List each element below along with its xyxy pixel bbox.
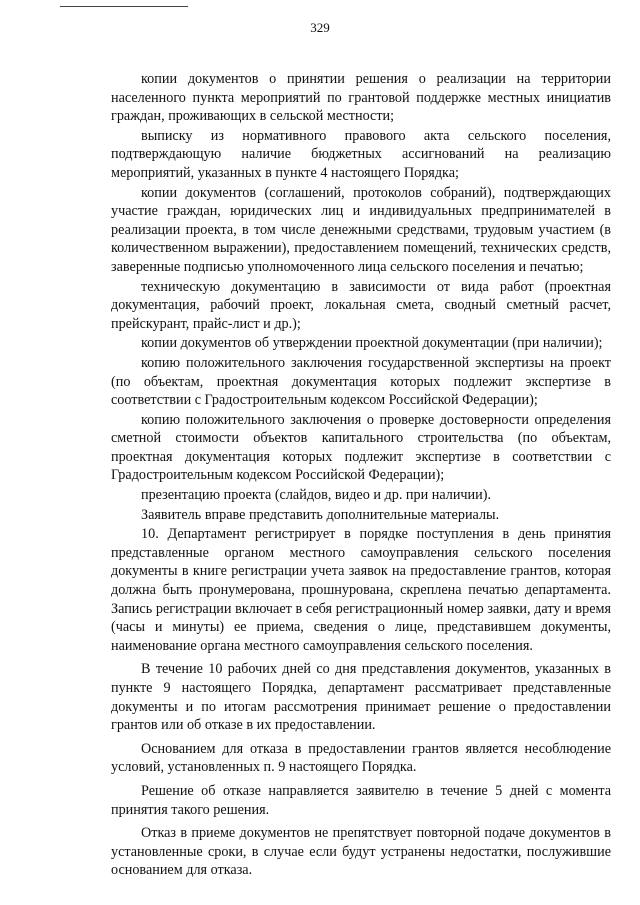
- paragraph: презентацию проекта (слайдов, видео и др. при наличии).: [141, 487, 492, 504]
- paragraph: копии документов (соглашений, протоколов собраний), подтверждающих участие граждан, юридических лиц и индивидуальных предпринимателей в реализации проекта, в том числе денежными средствами, трудовым участием (в количественном выражении), предоставлением помещений, технических средств, заверенные подписью уполномоченного лица сельского поселения и печатью;: [111, 184, 611, 275]
- paragraph: В течение 10 рабочих дней со дня представления документов, указанных в пункте 9 настоящего Порядка, департамент рассматривает представленные документы и по итогам рассмотрения принимает решение о предоставлении грантов или об отказе в их предоставлении.: [111, 661, 611, 734]
- paragraph: копии документов об утверждении проектной документации (при наличии);: [141, 335, 603, 352]
- paragraph: выписку из нормативного правового акта сельского поселения, подтверждающую наличие бюджетных ассигнований на реализацию мероприятий, указанных в пункте 4 настоящего Порядка;: [111, 127, 611, 181]
- page-number: 329: [310, 20, 330, 35]
- paragraph: Основанием для отказа в предоставлении грантов является несоблюдение условий, установленных п. 9 настоящего Порядка.: [111, 740, 611, 776]
- paragraph: копии документов о принятии решения о реализации на территории населенного пункта мероприятий по грантовой поддержке местных инициатив граждан, проживающих в сельской местности;: [111, 71, 611, 125]
- paragraph: Решение об отказе направляется заявителю в течение 5 дней с момента принятия такого решения.: [111, 782, 611, 818]
- paragraph: техническую документацию в зависимости от вида работ (проектная документация, рабочий проект, локальная смета, сводный сметный расчет, прейскурант, прайс-лист и др.);: [111, 278, 611, 332]
- paragraph: копию положительного заключения о проверке достоверности определения сметной стоимости объектов капитального строительства (по объектам, проектная документация которых подлежит экспертизе в соответствии с Градостроительным кодексом Российской Федерации);: [111, 411, 611, 484]
- paragraph: Заявитель вправе представить дополнительные материалы.: [141, 506, 500, 523]
- document-body: [111, 70, 611, 880]
- top-rule-line: [60, 6, 188, 7]
- paragraph: Отказ в приеме документов не препятствует повторной подаче документов в установленные сроки, в случае если будут устранены недостатки, послужившие основанием для отказа.: [111, 825, 611, 879]
- paragraph: 10. Департамент регистрирует в порядке поступления в день принятия представленные органом местного самоуправления сельского поселения документы в книге регистрации учета заявок на предоставление грантов, которая должна быть пронумерована, прошнурована, скреплена печатью департамента. Запись регистрации включает в себя регистрационный номер заявки, дату и время (часы и минуты) ее приема, сведения о лице, представившем документы, наименование органа местного самоуправления сельского поселения.: [111, 526, 611, 654]
- paragraph: копию положительного заключения государственной экспертизы на проект (по объектам, проектная документация которых подлежит экспертизе в соответствии с Градостроительным кодексом Российской Федерации);: [111, 354, 611, 409]
